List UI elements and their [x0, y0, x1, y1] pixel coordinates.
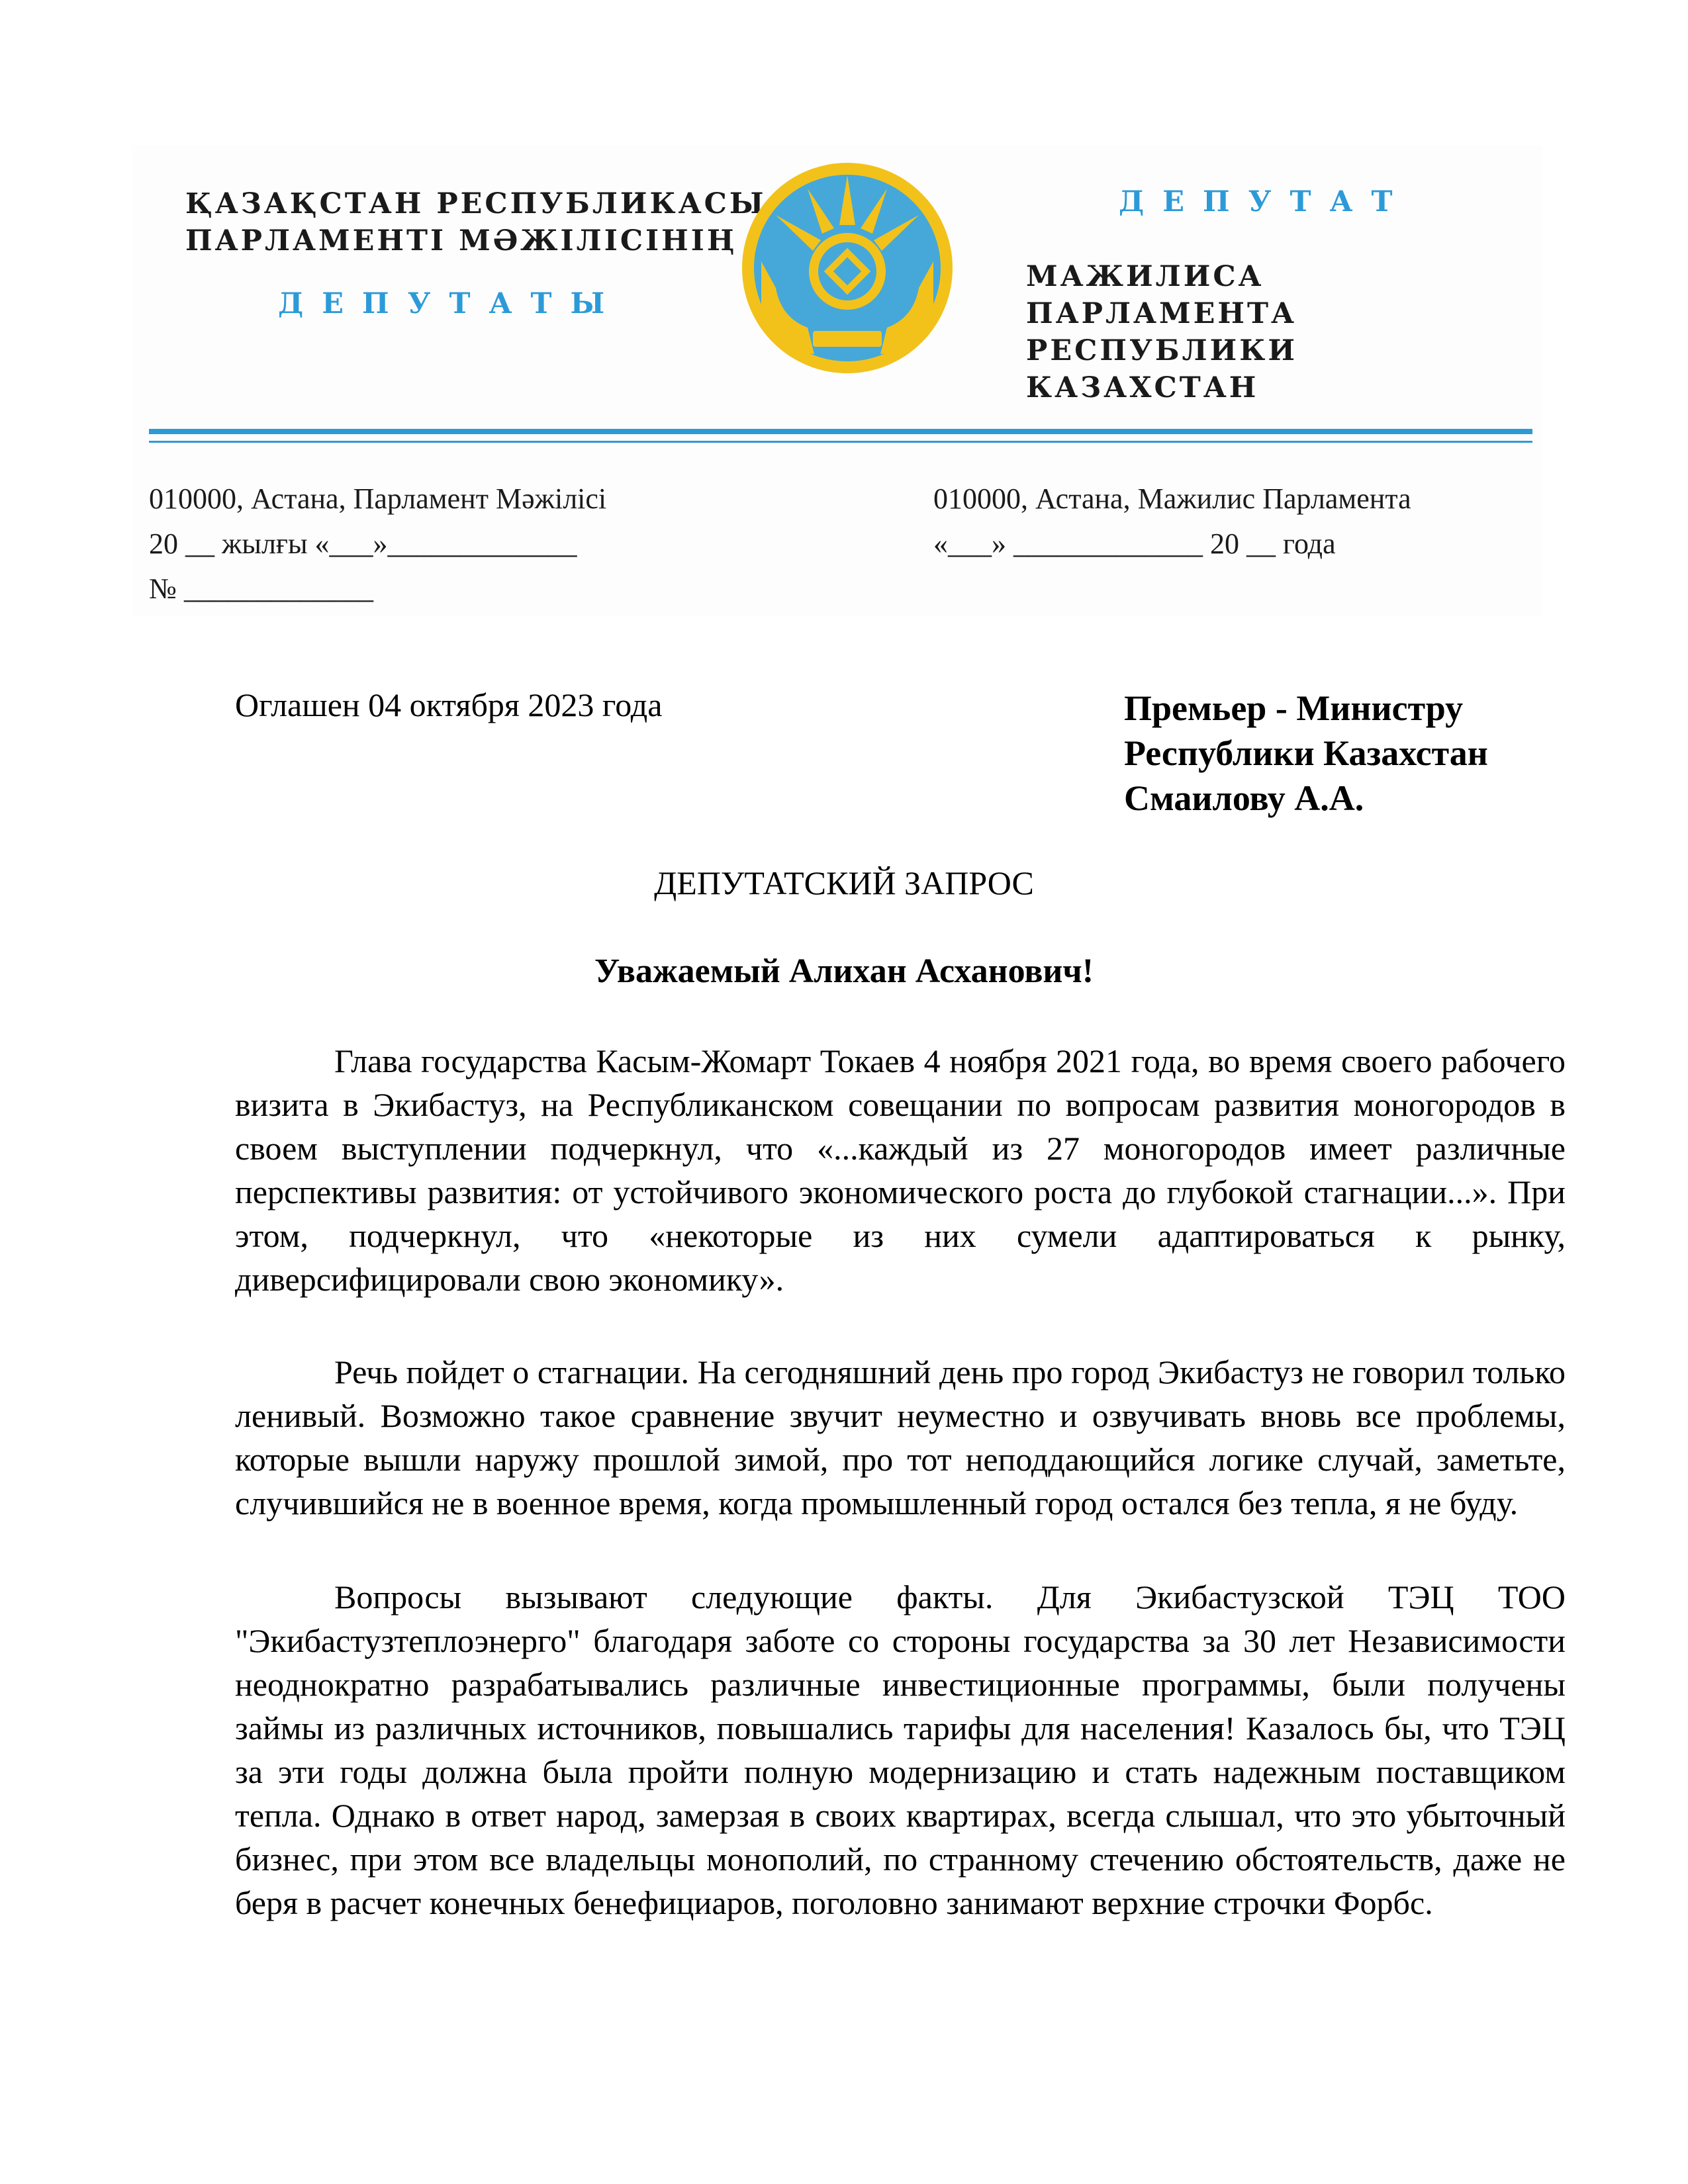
body-paragraph-3: Вопросы вызывают следующие факты. Для Экибастузской ТЭЦ ТОО "Экибастузтеплоэнерго" благодаря заботе со стороны государства за 30 лет Независимости неоднократно разрабатывались различные инвестиционные программы, были получены займы из различных источников, повышались тарифы для населения! Казалось бы, что ТЭЦ за эти годы должна была пройти полную модернизацию и стать надежным поставщиком тепла. Однако в ответ народ, замерзая в своих квартирах, всегда слышал, что это убыточный бизнес, при этом все владельцы монополий, по странному стечению обстоятельств, даже не беря в расчет конечных бенефициаров, поголовно занимают верхние строчки Форбс. — [235, 1578, 1566, 1921]
address-right-line1: 010000, Астана, Мажилис Парламента — [933, 482, 1411, 515]
addressee-line3: Смаилову А.А. — [1124, 778, 1364, 818]
address-left-line3: № _____________ — [149, 572, 373, 605]
addressee — [1124, 686, 1488, 821]
letterhead-divider — [149, 429, 1532, 434]
address-right — [933, 477, 1411, 567]
letterhead-right-deputy: ДЕПУТАТ — [1119, 185, 1411, 218]
letterhead-left-block — [185, 185, 781, 320]
state-emblem-icon — [735, 162, 960, 374]
letterhead-left-deputy: ДЕПУТАТЫ — [278, 287, 624, 320]
address-left — [149, 477, 606, 612]
announcement-date: Оглашен 04 октября 2023 года — [235, 686, 663, 723]
address-right-line2: «___» _____________ 20 __ года — [933, 527, 1336, 560]
document-title: ДЕПУТАТСКИЙ ЗАПРОС — [654, 864, 1034, 901]
letterhead-divider-thin — [149, 441, 1532, 443]
body-paragraph-1: Глава государства Касым-Жомарт Токаев 4 ноября 2021 года, во время своего рабочего визита в Экибастуз, на Республиканском совещании по вопросам развития моногородов в своем выступлении подчеркнул, что «...каждый из 27 моногородов имеет различные перспективы развития: от устойчивого экономического роста до глубокой стагнации...». При этом, подчеркнул, что «некоторые из них сумели адаптироваться к рынку, диверсифицировали свою экономику». — [235, 1042, 1566, 1298]
letterhead-right-line1: МАЖИЛИСА ПАРЛАМЕНТА — [1026, 260, 1297, 330]
letterhead-right-block — [1026, 185, 1542, 406]
greeting: Уважаемый Алихан Асханович! — [594, 952, 1094, 990]
addressee-line2: Республики Казахстан — [1124, 733, 1488, 773]
letterhead-left-line2: ПАРЛАМЕНТІ МӘЖІЛІСІНІҢ — [185, 224, 737, 257]
letterhead-right-line2: РЕСПУБЛИКИ КАЗАХСТАН — [1026, 334, 1297, 404]
address-left-line2: 20 __ жылғы «___»_____________ — [149, 527, 577, 560]
addressee-line1: Премьер - Министру — [1124, 688, 1464, 728]
address-left-line1: 010000, Астана, Парламент Мәжілісі — [149, 482, 607, 515]
body-paragraph-2: Речь пойдет о стагнации. На сегодняшний день про город Экибастуз не говорил только ленивый. Возможно такое сравнение звучит неуместно и озвучивать вновь все проблемы, которые вышли наружу прошлой зимой, про тот неподдающийся логике случай, заметьте, случившийся не в военное время, когда промышленный город остался без тепла, я не буду. — [235, 1353, 1566, 1522]
letterhead — [132, 146, 1542, 615]
letterhead-left-line1: ҚАЗАҚСТАН РЕСПУБЛИКАСЫ — [185, 187, 767, 220]
